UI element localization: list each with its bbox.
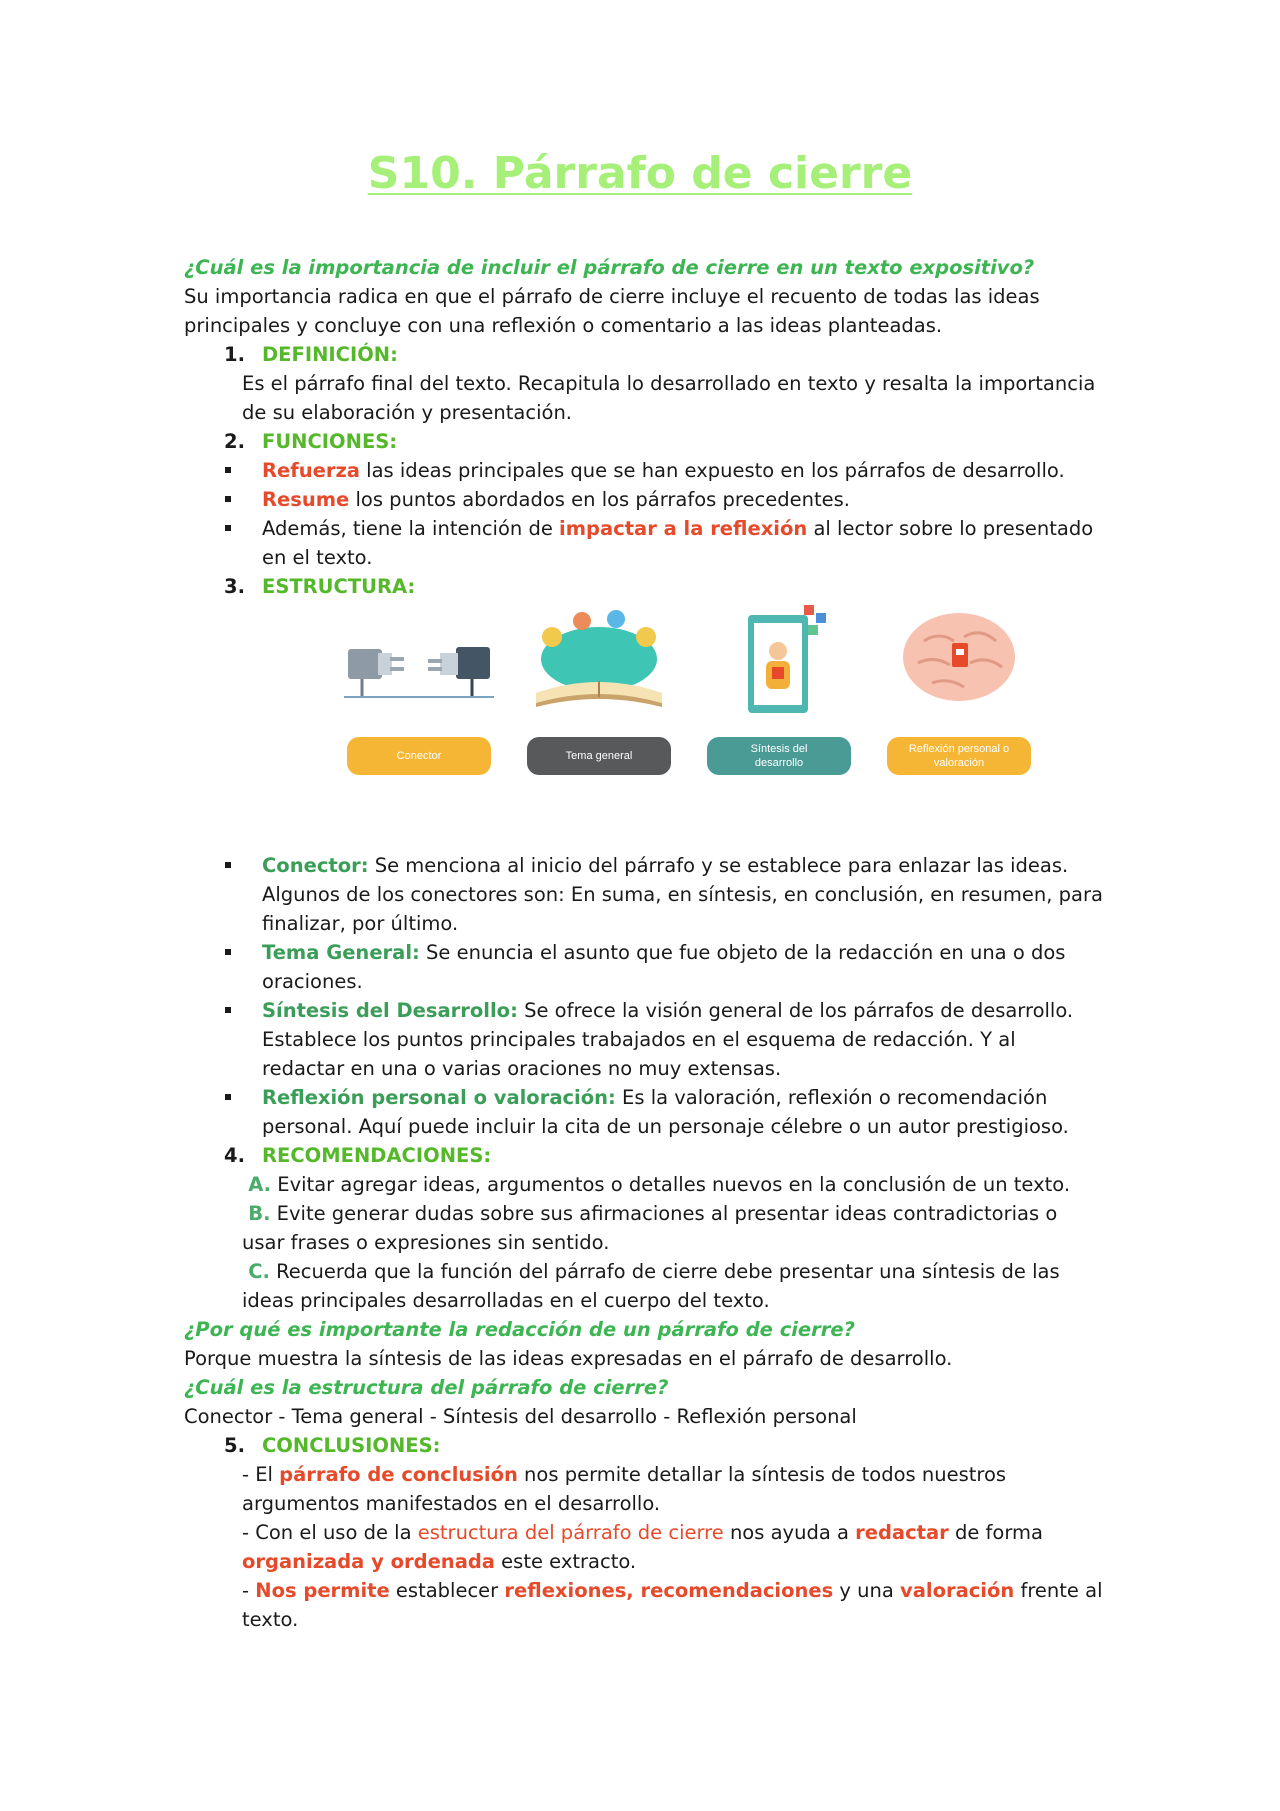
letter: C. — [248, 1260, 270, 1283]
pill-label: Conector — [396, 750, 442, 762]
bullet-icon — [224, 456, 262, 485]
answer-2: Porque muestra la síntesis de las ideas expresadas en el párrafo de desarrollo. — [184, 1347, 953, 1370]
estructura-figure — [184, 601, 1104, 851]
highlight: Refuerza — [262, 459, 360, 482]
section-number: 2. — [224, 430, 245, 453]
section-funciones-heading — [184, 427, 1104, 456]
section-conclusiones-heading — [184, 1431, 1104, 1460]
bullet-text: Se enuncia el asunto que fue objeto de la redacción en una o dos oraciones. — [262, 941, 1066, 993]
section-number: 1. — [224, 343, 245, 366]
section-number: 3. — [224, 575, 245, 598]
highlight: Resume — [262, 488, 350, 511]
section-heading: DEFINICIÓN: — [262, 343, 398, 366]
letter: A. — [248, 1173, 272, 1196]
recomendacion-c: C. Recuerda que la función del párrafo de cierre debe presentar una síntesis de las ideas principales desarrolladas en el cuerpo del texto. — [242, 1260, 1060, 1312]
answer-3: Conector - Tema general - Síntesis del desarrollo - Reflexión personal — [184, 1405, 857, 1428]
list-item — [184, 514, 1104, 572]
bullet-icon — [224, 1083, 262, 1141]
bullet-icon — [224, 851, 262, 938]
highlight: Reflexión personal o valoración: — [262, 1086, 616, 1109]
question-1: ¿Cuál es la importancia de incluir el párrafo de cierre en un texto expositivo? — [184, 256, 1035, 279]
bullet-text: los puntos abordados en los párrafos precedentes. — [349, 488, 850, 511]
list-item — [184, 456, 1104, 485]
bullet-icon — [224, 938, 262, 996]
page-title: S10. Párrafo de cierre — [367, 148, 913, 199]
definicion-text: Es el párrafo final del texto. Recapitula lo desarrollado en texto y resalta la importancia de su elaboración y presentación. — [242, 372, 1096, 424]
highlight: impactar a la reflexión — [559, 517, 808, 540]
bullet-text: Se menciona al inicio del párrafo y se establece para enlazar las ideas. Algunos de los conectores son: En suma, en síntesis, en conclusión, en resumen, para finalizar, por último. — [262, 854, 1103, 935]
bullet-icon — [224, 514, 262, 572]
conclusion-2: - Con el uso de la estructura del párrafo de cierre nos ayuda a redactar de forma organizada y ordenada este extracto. — [242, 1521, 1043, 1573]
recomendacion-b: B. Evite generar dudas sobre sus afirmaciones al presentar ideas contradictorias o usar frases o expresiones sin sentido. — [242, 1202, 1058, 1254]
letter: B. — [248, 1202, 271, 1225]
document-body — [184, 253, 1104, 1634]
highlight: Tema General: — [262, 941, 420, 964]
conclusion-1: - El párrafo de conclusión nos permite detallar la síntesis de todos nuestros argumentos manifestados en el desarrollo. — [242, 1463, 1007, 1515]
pill-label: Tema general — [565, 750, 633, 762]
question-3: ¿Cuál es la estructura del párrafo de cierre? — [184, 1376, 669, 1399]
bullet-icon — [224, 485, 262, 514]
bullet-text: Es la valoración, reflexión o recomendación personal. Aquí puede incluir la cita de un personaje célebre o un autor prestigioso. — [262, 1086, 1069, 1138]
pill-sintesis — [707, 737, 851, 775]
pill-reflexion — [887, 737, 1031, 775]
brain-icon — [884, 601, 1034, 721]
conclusion-3: - Nos permite establecer reflexiones, recomendaciones y una valoración frente al texto. — [242, 1579, 1103, 1631]
bullet-text: Además, tiene la intención de — [262, 517, 560, 540]
section-number: 5. — [224, 1434, 245, 1457]
bullet-icon — [224, 996, 262, 1083]
bullet-text: las ideas principales que se han expuesto en los párrafos de desarrollo. — [359, 459, 1065, 482]
bullet-text: Se ofrece la visión general de los párrafos de desarrollo. Establece los puntos principales trabajados en el esquema de redacción. Y al redactar en una o varias oraciones no muy extensas. — [262, 999, 1074, 1080]
section-estructura-heading — [184, 572, 1104, 601]
list-item — [184, 938, 1104, 996]
pill-label: Reflexión personal o valoración — [908, 743, 1010, 769]
list-item — [184, 1083, 1104, 1141]
highlight: Conector: — [262, 854, 369, 877]
section-heading: FUNCIONES: — [262, 430, 398, 453]
pill-label: Síntesis del desarrollo — [750, 743, 808, 769]
person-screen-icon — [704, 601, 854, 721]
question-2: ¿Por qué es importante la redacción de un párrafo de cierre? — [184, 1318, 855, 1341]
plug-connector-icon — [344, 601, 494, 721]
pill-conector — [347, 737, 491, 775]
recomendacion-a: A. Evitar agregar ideas, argumentos o detalles nuevos en la conclusión de un texto. — [248, 1173, 1071, 1196]
list-item — [184, 996, 1104, 1083]
section-heading: ESTRUCTURA: — [262, 575, 416, 598]
section-number: 4. — [224, 1144, 245, 1167]
open-book-icon — [524, 601, 674, 721]
pill-tema-general — [527, 737, 671, 775]
section-heading: CONCLUSIONES: — [262, 1434, 441, 1457]
list-item — [184, 851, 1104, 938]
highlight: Síntesis del Desarrollo: — [262, 999, 518, 1022]
section-definicion-heading — [184, 340, 1104, 369]
intro-paragraph: Su importancia radica en que el párrafo de cierre incluye el recuento de todas las ideas principales y concluye con una reflexión o comentario a las ideas planteadas. — [184, 285, 1040, 337]
list-item — [184, 485, 1104, 514]
bullet-text: al lector sobre lo presentado en el texto. — [262, 517, 1094, 569]
section-heading: RECOMENDACIONES: — [262, 1144, 492, 1167]
section-recomendaciones-heading — [184, 1141, 1104, 1170]
